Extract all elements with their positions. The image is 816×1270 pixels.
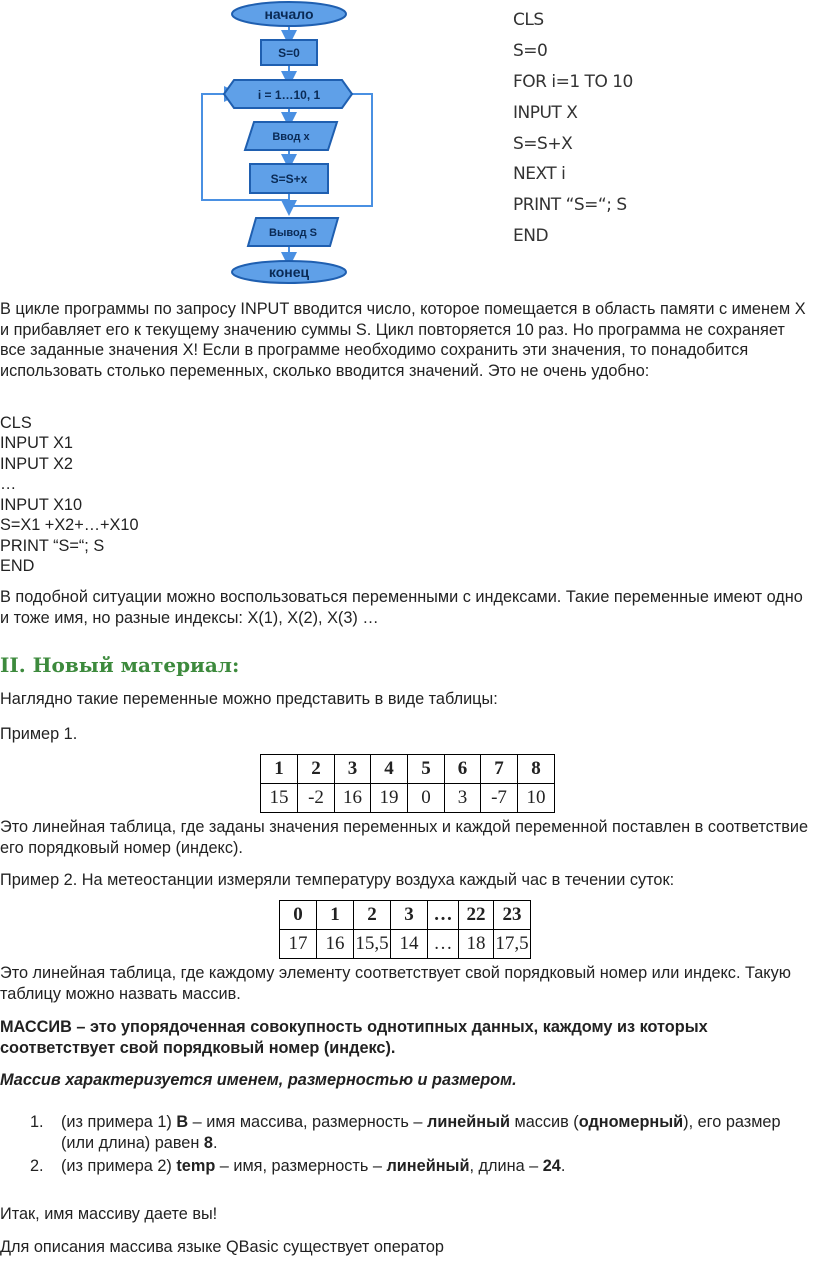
table-cell: 16 (335, 784, 371, 813)
table-cell: 10 (518, 784, 555, 813)
list-number: 2. (30, 1157, 44, 1175)
code-line: PRINT “S=“; S (0, 537, 105, 555)
list-text: . (560, 1157, 566, 1175)
svg-text:S=S+x: S=S+x (270, 172, 308, 186)
table-cell: 14 (391, 930, 428, 959)
svg-text:конец: конец (268, 264, 310, 280)
svg-text:Вывод S: Вывод S (269, 227, 317, 239)
paragraph-qbasic-operator: Для описания массива языке QBasic существует оператор (0, 1238, 444, 1256)
list-bold: temp (176, 1157, 216, 1175)
array-table-1 (260, 754, 555, 813)
list-bold: 24 (542, 1157, 561, 1175)
code-line: INPUT X10 (0, 496, 83, 514)
code-line: FOR i=1 TO 10 (513, 72, 633, 92)
table-cell: 15,5 (354, 930, 391, 959)
flowchart-start (232, 2, 346, 26)
svg-text:S=0: S=0 (278, 46, 300, 60)
flowchart-accumulate-block (250, 164, 328, 193)
table-cell: -2 (298, 784, 335, 813)
table-cell: 18 (459, 930, 494, 959)
table-row-values (280, 930, 531, 959)
list-bold: 8 (203, 1134, 213, 1152)
table-cell: -7 (481, 784, 518, 813)
code-line: NEXT i (513, 164, 566, 184)
list-text: (из примера 2) (61, 1157, 177, 1175)
flowchart-input-block (245, 122, 337, 150)
list-number: 1. (30, 1113, 44, 1131)
table-cell: 22 (459, 901, 494, 930)
table-cell: 1 (261, 755, 298, 784)
svg-text:Ввод x: Ввод x (272, 131, 310, 143)
code-line: S=X1 +X2+…+X10 (0, 516, 139, 534)
table-cell: 16 (317, 930, 354, 959)
paragraph-name-choice: Итак, имя массиву даете вы! (0, 1205, 218, 1223)
table-cell: 19 (371, 784, 408, 813)
table-cell: 8 (518, 755, 555, 784)
code-line: CLS (0, 414, 32, 432)
table-cell: 17,5 (494, 930, 531, 959)
paragraph-table-intro: Наглядно такие переменные можно представить в виде таблицы: (0, 690, 498, 708)
list-text: ), его размер (или длина) равен (61, 1113, 781, 1152)
table-cell: 0 (280, 901, 317, 930)
list-text: , длина – (469, 1157, 543, 1175)
table-cell: 3 (391, 901, 428, 930)
table-row-indices (261, 755, 555, 784)
code-line: CLS (513, 10, 544, 30)
paragraph-indexed-variables: В подобной ситуации можно воспользоваться переменными с индексами. Такие переменные имеют одно и тоже имя, но разные индексы: X(1), X(2), X(3) … (0, 588, 803, 627)
list-bold: линейный (386, 1157, 470, 1175)
table-cell: 3 (445, 784, 481, 813)
flowchart-output-block (248, 218, 338, 246)
table-cell: … (428, 930, 459, 959)
table-cell: 3 (335, 755, 371, 784)
code-line: … (0, 475, 17, 493)
array-characteristics: Массив характеризуется именем, размерностью и размером. (0, 1071, 517, 1089)
table-cell: 2 (354, 901, 391, 930)
list-text: (из примера 1) (61, 1113, 177, 1131)
table-cell: 17 (280, 930, 317, 959)
section-heading: II. Новый материал: (0, 653, 240, 677)
table-row-values (261, 784, 555, 813)
table-cell: 1 (317, 901, 354, 930)
list-text: – имя, размерность – (215, 1157, 387, 1175)
table-cell: 15 (261, 784, 298, 813)
code-line: INPUT X2 (0, 455, 73, 473)
table-cell: 5 (408, 755, 445, 784)
code-line: INPUT X1 (0, 434, 73, 452)
code-line: INPUT X (513, 103, 578, 123)
code-line: S=S+X (513, 134, 573, 154)
characteristics-list (0, 1112, 814, 1179)
array-definition: МАССИВ – это упорядоченная совокупность однотипных данных, каждому из которых соответствует свой порядковый номер (индекс). (0, 1018, 708, 1057)
flowchart-loop-block (224, 80, 352, 108)
code-line: PRINT “S=“; S (513, 195, 627, 215)
list-bold: линейный (426, 1113, 510, 1131)
table-row-indices (280, 901, 531, 930)
example-2-label: Пример 2. На метеостанции измеряли температуру воздуха каждый час в течении суток: (0, 871, 675, 889)
table-cell: 7 (481, 755, 518, 784)
code-line: END (0, 557, 35, 575)
array-table-2 (279, 900, 531, 959)
list-text: – имя массива, размерность – (188, 1113, 427, 1131)
svg-text:начало: начало (264, 6, 314, 22)
table-cell: 23 (494, 901, 531, 930)
table-cell: 2 (298, 755, 335, 784)
table-cell: 6 (445, 755, 481, 784)
table-cell: … (428, 901, 459, 930)
svg-text:i = 1…10, 1: i = 1…10, 1 (257, 88, 321, 102)
table-cell: 0 (408, 784, 445, 813)
list-text: . (212, 1134, 218, 1152)
code-line: END (513, 226, 549, 246)
list-item (0, 1156, 814, 1177)
list-text: массив ( (509, 1113, 579, 1131)
list-bold: B (176, 1113, 189, 1131)
paragraph-linear-table-1: Это линейная таблица, где заданы значения переменных и каждой переменной поставлен в соответствие его порядковый номер (индекс). (0, 818, 809, 857)
paragraph-linear-table-2: Это линейная таблица, где каждому элементу соответствует свой порядковый номер или индекс. Такую таблицу можно назвать массив. (0, 964, 791, 1003)
list-bold: одномерный (578, 1113, 684, 1131)
example-1-label: Пример 1. (0, 725, 78, 743)
flowchart-init-block (261, 40, 317, 65)
flowchart (190, 0, 390, 288)
table-cell: 4 (371, 755, 408, 784)
flowchart-end (232, 261, 346, 283)
list-item (0, 1112, 814, 1154)
code-line: S=0 (513, 41, 548, 61)
paragraph-loop-explanation: В цикле программы по запросу INPUT вводится число, которое помещается в область памяти с именем X и прибавляет его к текущему значению суммы S. Цикл повторяется 10 раз. Но программа не сохраняет все заданные значения X! Если в программе необходимо сохранить эти значения, то понадобится использовать столько переменных, сколько вводится значений. Это не очень удобно: (0, 300, 806, 380)
